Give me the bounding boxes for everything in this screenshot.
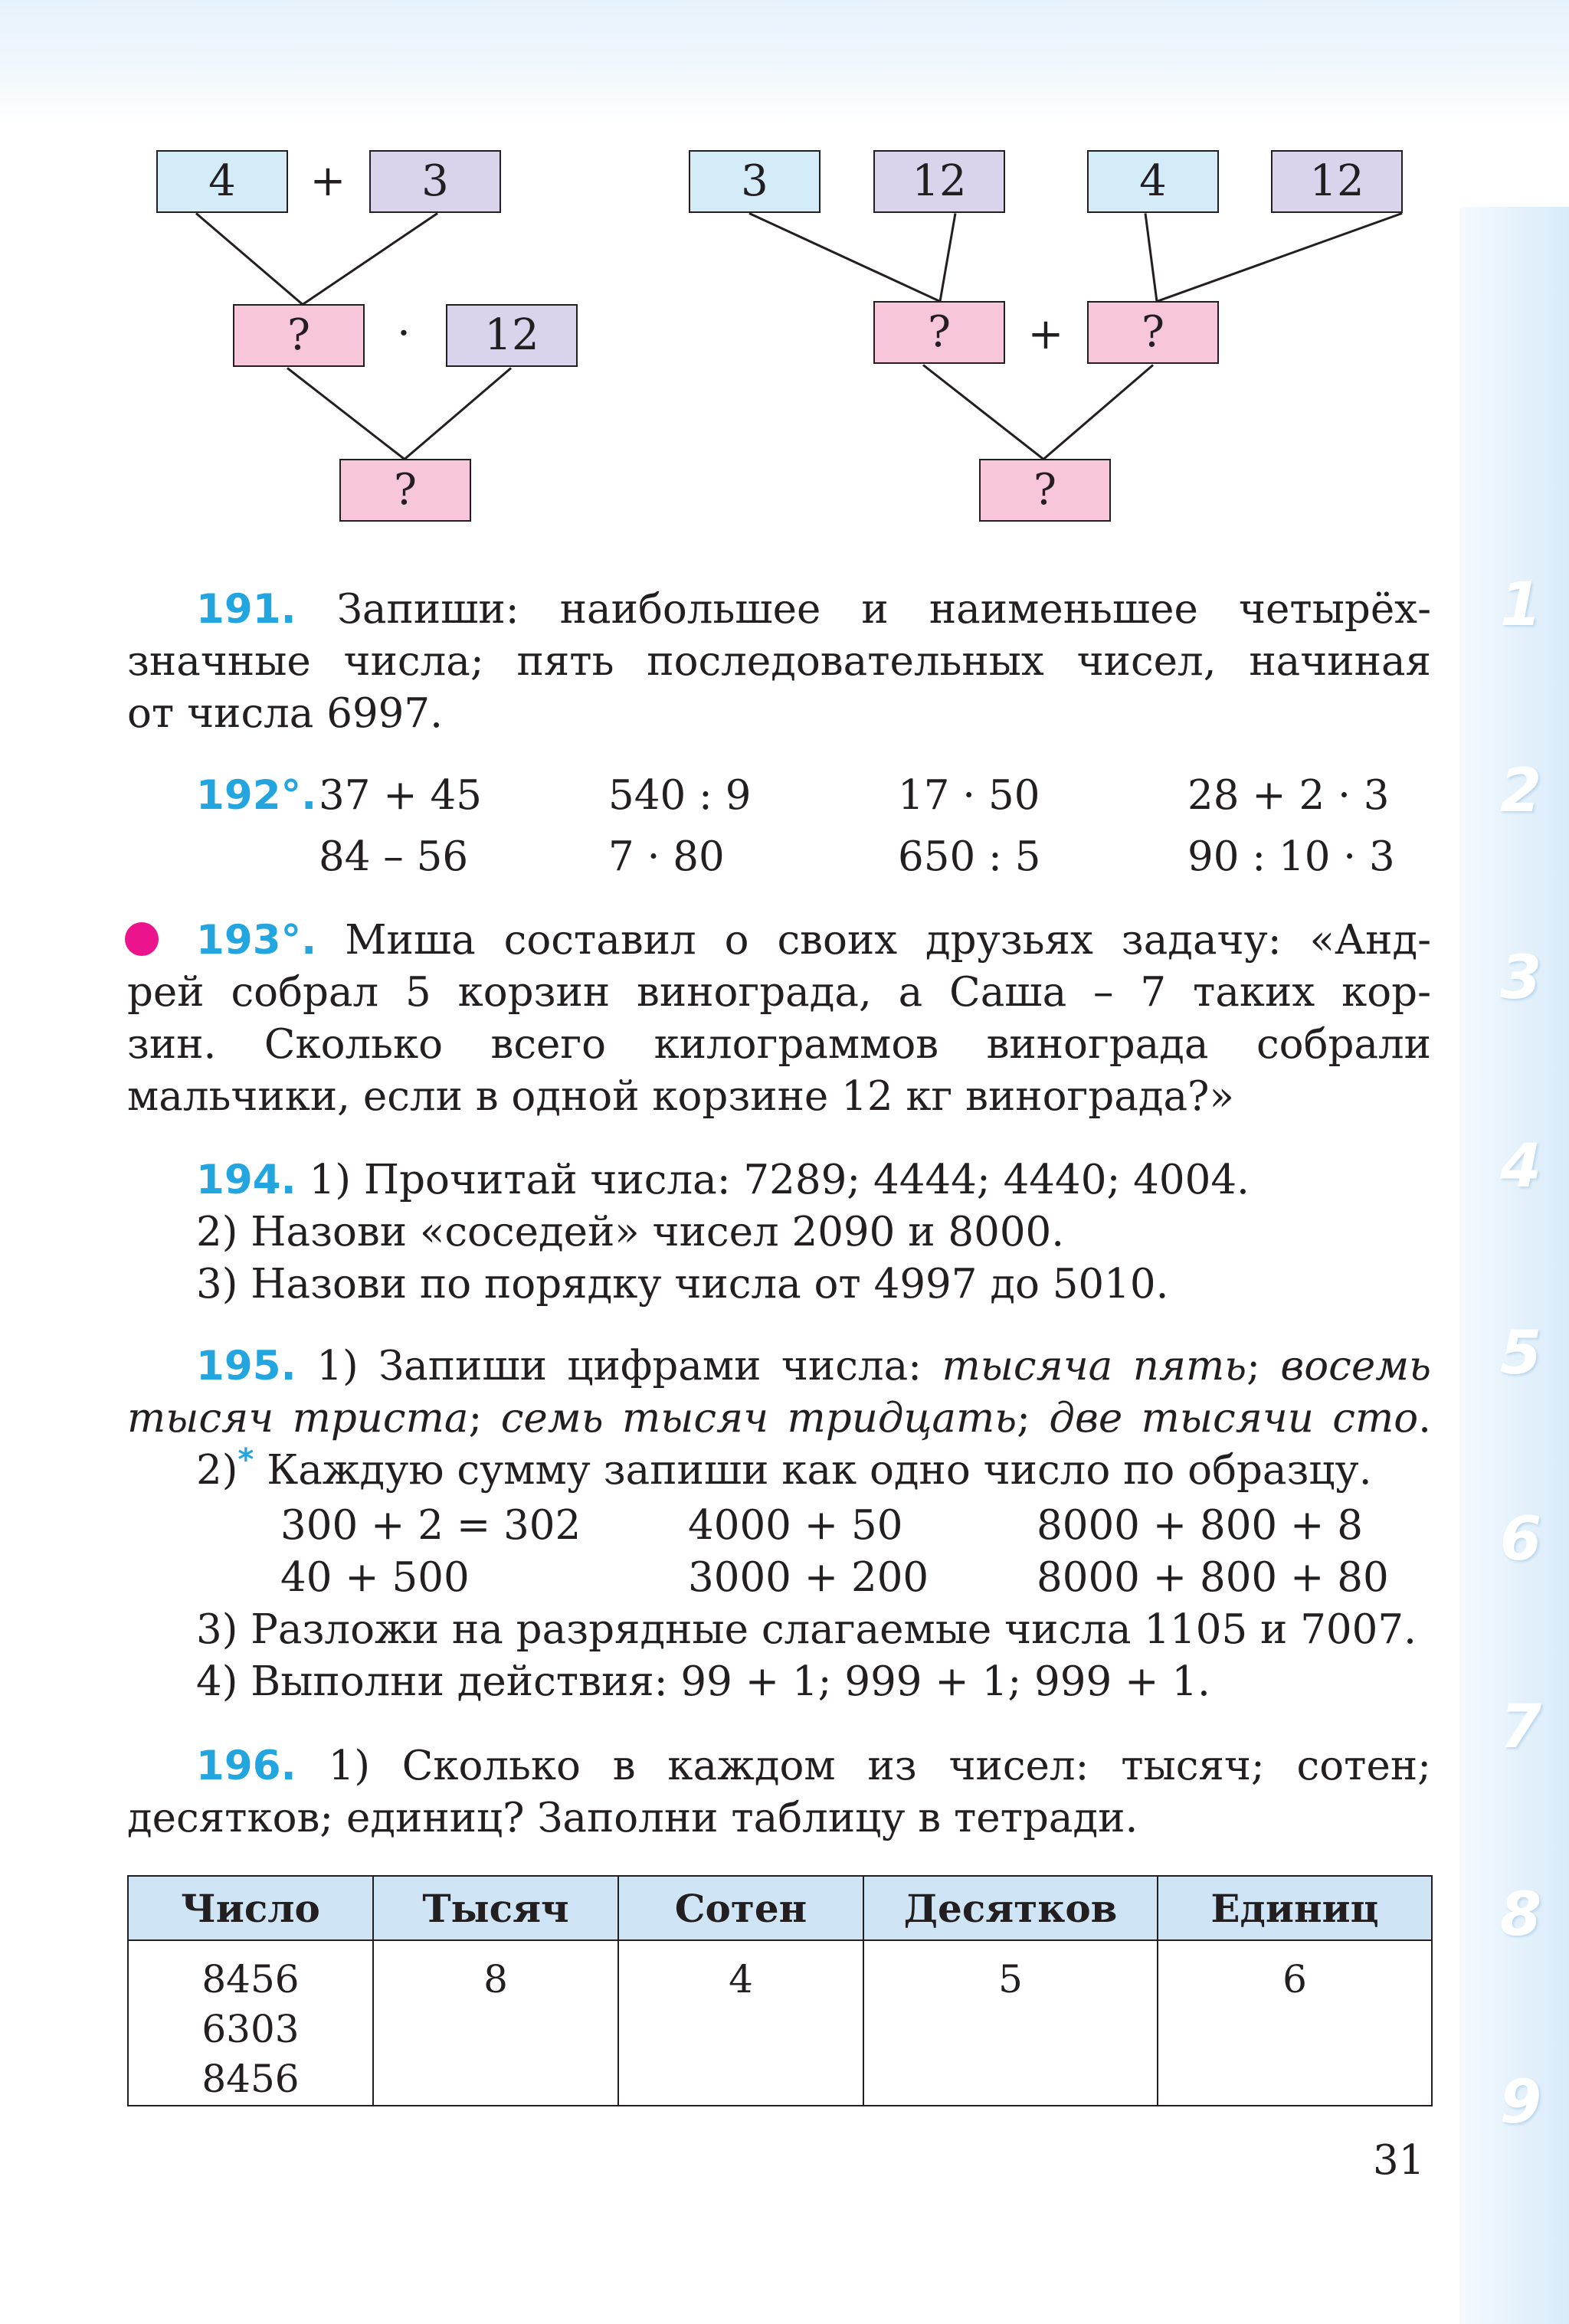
side-index-6: 6 [1499,1505,1542,1574]
expression: 4000 + 50 [688,1502,903,1549]
right-result-box: ? [979,459,1111,522]
side-index-3: 3 [1499,944,1542,1013]
task-192-row-1 [127,770,1431,822]
task-195 [127,1340,1431,1708]
tens-cell: 5 [863,1940,1158,2106]
task-195-part-2 [127,1442,1431,1500]
hundreds-cell: 4 [618,1940,863,2106]
task-text: Каждую сумму запиши как одно число по образцу. [267,1447,1372,1494]
task-text: 1) Запиши цифрами числа: [316,1343,942,1389]
side-index-9: 9 [1499,2068,1542,2137]
column-header: Десятков [863,1876,1158,1940]
task-191-line-1 [127,584,1431,636]
left-mid-box-a: ? [233,304,365,367]
task-195-part-4: 4) Выполни действия: 99 + 1; 999 + 1; 999 + 1. [196,1658,1210,1705]
numbers-cell [128,1940,373,2106]
task-195-grid-row-2 [127,1552,1431,1604]
connector-line [748,212,940,303]
left-top-box-a: 4 [156,150,288,213]
task-196-line-2: десятков; единиц? Заполни таблицу в тетради. [127,1795,1138,1841]
expression: 650 : 5 [898,833,1041,880]
table-header-row [128,1876,1432,1940]
task-text: Запиши: наибольшее и наименьшее четырёх- [336,586,1431,633]
expression: 300 + 2 = 302 [280,1502,581,1549]
table-number: 8456 [201,1957,300,2002]
task-192-row-2 [127,831,1431,883]
task-194-line-1 [127,1154,1431,1206]
thousands-cell: 8 [373,1940,618,2106]
table-number: 8456 [201,2057,300,2101]
task-text: . [1418,1395,1432,1442]
task-195-grid-row-1 [127,1500,1431,1552]
expression: 28 + 2 · 3 [1187,772,1390,819]
digits-table [127,1875,1433,2106]
part-label: 2) [196,1447,238,1494]
expression: 540 : 9 [608,772,752,819]
task-193 [127,915,1431,1123]
task-text: 1) Сколько в каждом из чисел: тысяч; сотен; [328,1743,1431,1789]
expression: 7 · 80 [608,833,725,880]
task-194-line-2: 2) Назови «соседей» чисел 2090 и 8000. [196,1209,1065,1255]
column-header: Тысяч [373,1876,618,1940]
expression: 37 + 45 [319,772,482,819]
column-header: Единиц [1158,1876,1432,1940]
task-number: 195. [196,1343,296,1389]
left-result-box: ? [339,459,471,522]
task-195-line-2 [127,1393,1431,1445]
star-icon: * [237,1442,254,1478]
column-header: Число [128,1876,373,1940]
page-number: 31 [1373,2137,1425,2184]
task-192 [127,770,1431,883]
task-191 [127,584,1431,740]
right-mid-box-a: ? [873,301,1005,364]
task-193-line-1 [127,915,1431,967]
expression: 90 : 10 · 3 [1187,833,1395,880]
side-index-1: 1 [1499,571,1542,640]
left-plus-sign: + [310,156,346,206]
left-top-box-b: 3 [369,150,501,213]
task-193-line-4: мальчики, если в одной корзине 12 кг винограда?» [127,1073,1234,1120]
task-196-line-1 [127,1740,1431,1792]
right-plus-sign: + [1027,309,1064,359]
task-193-line-2: рей собрал 5 корзин винограда, а Саша – 7 таких кор- [127,969,1431,1016]
expression: 3000 + 200 [688,1554,929,1601]
column-header: Сотен [618,1876,863,1940]
expression: 40 + 500 [280,1554,470,1601]
side-index-5: 5 [1499,1319,1542,1388]
task-text: ; [1017,1395,1050,1442]
connector-line [404,367,512,460]
task-191-line-3: от числа 6997. [127,690,443,737]
table-row [128,1940,1432,2106]
connector-line [922,364,1044,460]
task-195-line-1 [127,1340,1431,1393]
side-index-4: 4 [1499,1132,1542,1201]
left-mid-box-b: 12 [446,304,578,367]
task-text-italic: семь тысяч тридцать [500,1395,1017,1442]
task-number: 194. [196,1157,296,1203]
connector-line [1145,213,1158,301]
connector-line [287,367,405,460]
left-multiply-sign: · [397,309,411,358]
task-text: Миша составил о своих друзьях задачу: «Анд- [345,917,1431,964]
side-index-2: 2 [1499,757,1542,826]
spacer [127,831,319,883]
right-mid-box-b: ? [1087,301,1219,364]
connector-line [1043,364,1154,460]
side-index-8: 8 [1499,1880,1542,1949]
task-196 [127,1740,1431,1844]
task-text: ; [1246,1343,1281,1389]
right-top-box-d: 12 [1271,150,1403,213]
table-number: 6303 [201,2007,300,2051]
task-number: 191. [196,586,296,633]
right-top-box-a: 3 [689,150,821,213]
units-cell: 6 [1158,1940,1432,2106]
task-text: ; [468,1395,501,1442]
task-text-italic: две тысячи сто [1049,1395,1419,1442]
task-text-italic: тысяч триста [127,1395,469,1442]
connector-line [939,213,957,302]
expression: 8000 + 800 + 8 [1037,1502,1363,1549]
task-text: 1) Прочитай числа: 7289; 4444; 4440; 4004. [309,1157,1250,1203]
task-number: 193°. [196,917,317,964]
connector-line [302,212,438,305]
right-top-box-c: 4 [1087,150,1219,213]
task-number: 196. [196,1743,296,1789]
expression: 17 · 50 [898,772,1040,819]
right-top-box-b: 12 [873,150,1005,213]
task-text-italic: восемь [1280,1343,1431,1389]
connector-line [1156,212,1402,303]
task-191-line-2: значные числа; пять последовательных чисел, начиная [127,638,1431,685]
task-194 [127,1154,1431,1311]
task-194-line-3: 3) Назови по порядку числа от 4997 до 5010. [196,1261,1169,1308]
task-number: 192°. [196,772,317,819]
expression-diagrams [0,0,1569,552]
expression: 84 – 56 [319,833,469,880]
task-195-part-3: 3) Разложи на разрядные слагаемые числа 1105 и 7007. [196,1606,1417,1653]
task-text-italic: тысяча пять [942,1343,1247,1389]
side-index-7: 7 [1499,1693,1542,1762]
task-193-line-3: зин. Сколько всего килограммов винограда собрали [127,1021,1431,1068]
expression: 8000 + 800 + 80 [1037,1554,1389,1601]
connector-line [195,212,303,305]
